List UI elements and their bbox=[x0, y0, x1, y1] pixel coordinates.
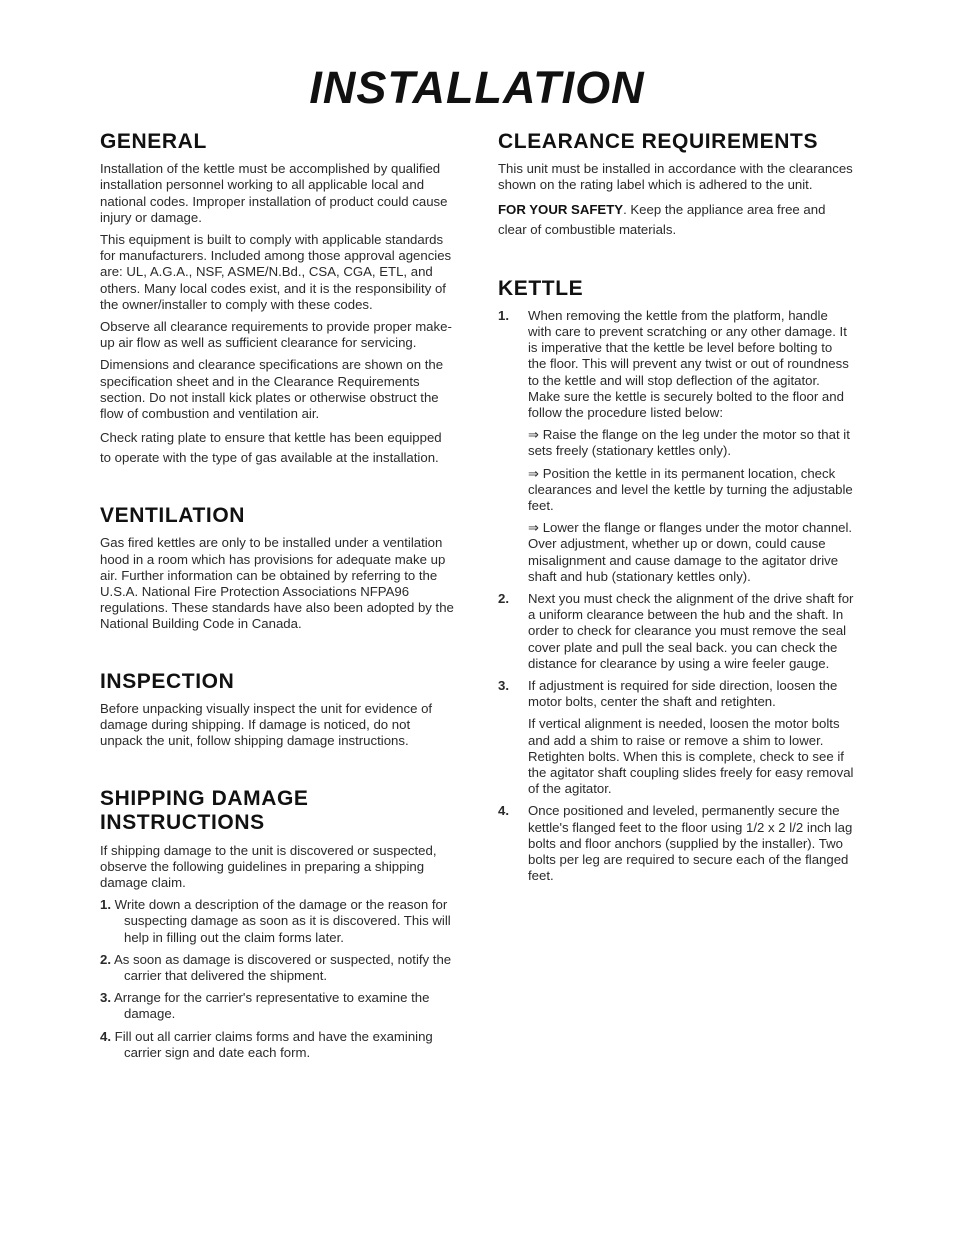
sub-step: ⇒ Raise the flange on the leg under the motor so that it sets freely (stationary kettles only). bbox=[528, 427, 850, 459]
ventilation-paragraph: Gas fired kettles are only to be installed under a ventilation hood in a room which has provisions for adequate make up air. Further information can be obtained by referring to the U.S.A. National Fire Protection Associations NFPA96 regulations. These standards have also been adopted by the National Building Code in Canada. bbox=[100, 535, 454, 632]
item-number: 3. bbox=[100, 990, 111, 1006]
item-text: Write down a description of the damage or the reason for suspecting damage as soon as it is discovered. This will help in filling out the claim forms later. bbox=[114, 897, 451, 945]
item-text: Fill out all carrier claims forms and have the examining carrier sign and date each form. bbox=[114, 1028, 433, 1060]
general-paragraph-3: Observe all clearance requirements to provide proper make-up air flow as well as sufficient clearance for servicing. bbox=[100, 318, 452, 351]
item-text: Arrange for the carrier's representative to examine the damage. bbox=[113, 990, 430, 1022]
inspection-paragraph: Before unpacking visually inspect the unit for evidence of damage during shipping. If damage is noticed, do not unpack the unit, follow shipping damage instructions. bbox=[100, 700, 433, 749]
ventilation-heading: VENTILATION bbox=[100, 504, 246, 528]
item-number: 1. bbox=[100, 897, 111, 913]
list-item bbox=[100, 952, 456, 984]
list-item bbox=[100, 1029, 456, 1061]
kettle-section bbox=[498, 277, 854, 885]
shipping-heading-line-1: SHIPPING DAMAGE bbox=[100, 787, 309, 811]
general-section bbox=[100, 130, 456, 468]
kettle-list bbox=[498, 308, 854, 885]
safety-text: . Keep the appliance area free and clear of combustible materials. bbox=[498, 201, 826, 237]
shipping-heading-line-2: INSTRUCTIONS bbox=[100, 811, 265, 835]
item-number: 2. bbox=[100, 951, 111, 967]
sub-step: ⇒ Position the kettle in its permanent location, check clearances and level the kettle by turning the adjustable feet. bbox=[528, 465, 853, 513]
inspection-section bbox=[100, 670, 456, 750]
list-item bbox=[100, 897, 456, 946]
list-item bbox=[100, 990, 456, 1022]
inspection-heading: INSPECTION bbox=[100, 669, 235, 693]
general-paragraph-2: This equipment is built to comply with applicable standards for manufacturers. Included among those approval agencies are: UL, A.G.A., NSF, ASME/N.Bd., CSA, CGA, ETL, and others. Many local codes exist, and it is the responsibility of the owner/installer to comply with these codes. bbox=[100, 231, 452, 312]
item-text: Next you must check the alignment of the drive shaft for a uniform clearance between the hub and the shaft. In order to check for clearance you must remove the seal cover plate and pull the seal back. you can check the distance for clearance by using a wire feeler gauge. bbox=[528, 590, 854, 671]
shipping-list bbox=[100, 897, 456, 1061]
safety-paragraph bbox=[498, 200, 854, 240]
left-column bbox=[100, 130, 456, 1067]
clearance-section bbox=[498, 130, 854, 240]
sub-step: If vertical alignment is needed, loosen the motor bolts and add a shim to raise or remove a shim to lower. Retighten bolts. When this is complete, check to see if the agitator shaft coupling slides freely for easy removal of the agitator. bbox=[528, 716, 854, 797]
page-title: INSTALLATION bbox=[309, 62, 645, 113]
list-item bbox=[498, 308, 854, 585]
shipping-damage-section bbox=[100, 787, 456, 1061]
general-paragraph-5: Check rating plate to ensure that kettle has been equipped to operate with the type of gas available at the installation. bbox=[100, 430, 442, 466]
item-text: If adjustment is required for side direction, loosen the motor bolts, center the shaft and retighten. bbox=[528, 677, 838, 710]
list-item bbox=[498, 591, 854, 672]
general-paragraph-1: Installation of the kettle must be accomplished by qualified installation personnel working to all applicable local and national codes. Improper installation of product could cause injury or damage. bbox=[100, 161, 448, 225]
general-paragraph-4: Dimensions and clearance specifications are shown on the specification sheet and in the Clearance Requirements section. Do not install kick plates or otherwise obstruct the flow of combustion and ventilation air. bbox=[100, 357, 444, 421]
safety-label: FOR YOUR SAFETY bbox=[498, 201, 624, 217]
item-number: 4. bbox=[498, 803, 509, 819]
kettle-heading: KETTLE bbox=[498, 276, 584, 300]
item-text: As soon as damage is discovered or suspected, notify the carrier that delivered the shipment. bbox=[113, 951, 452, 983]
list-item bbox=[498, 678, 854, 797]
item-number: 1. bbox=[498, 307, 509, 323]
item-text: When removing the kettle from the platform, handle with care to prevent scratching or any other damage. It is imperative that the kettle be level before bolting to the floor. This will prevent any twist or out of roundness to the kettle and will stop deflection of the agitator. Make sure the kettle is securely bolted to the floor and follow the procedure listed below: bbox=[528, 307, 849, 420]
general-heading: GENERAL bbox=[100, 130, 207, 153]
sub-step: ⇒ Lower the flange or flanges under the motor channel. Over adjustment, whether up or down, could cause misalignment and cause damage to the agitator drive shaft and hub (stationary kettles only). bbox=[528, 520, 853, 584]
shipping-intro: If shipping damage to the unit is discovered or suspected, observe the following guidelines in preparing a shipping damage claim. bbox=[100, 842, 437, 890]
item-number: 4. bbox=[100, 1028, 111, 1044]
right-column bbox=[498, 130, 854, 890]
clearance-heading: CLEARANCE REQUIREMENTS bbox=[498, 130, 819, 153]
item-number: 3. bbox=[498, 677, 509, 693]
clearance-paragraph: This unit must be installed in accordance with the clearances shown on the rating label which is adhered to the unit. bbox=[498, 161, 853, 193]
list-item bbox=[498, 803, 854, 884]
item-number: 2. bbox=[498, 590, 509, 606]
item-text: Once positioned and leveled, permanently secure the kettle's flanged feet to the floor using 1/2 x 2 l/2 inch lag bolts and floor anchors (supplied by the installer). Two bolts per leg are required to secure each of the flanged feet. bbox=[528, 803, 853, 884]
shipping-damage-heading bbox=[100, 787, 456, 835]
ventilation-section bbox=[100, 504, 456, 632]
